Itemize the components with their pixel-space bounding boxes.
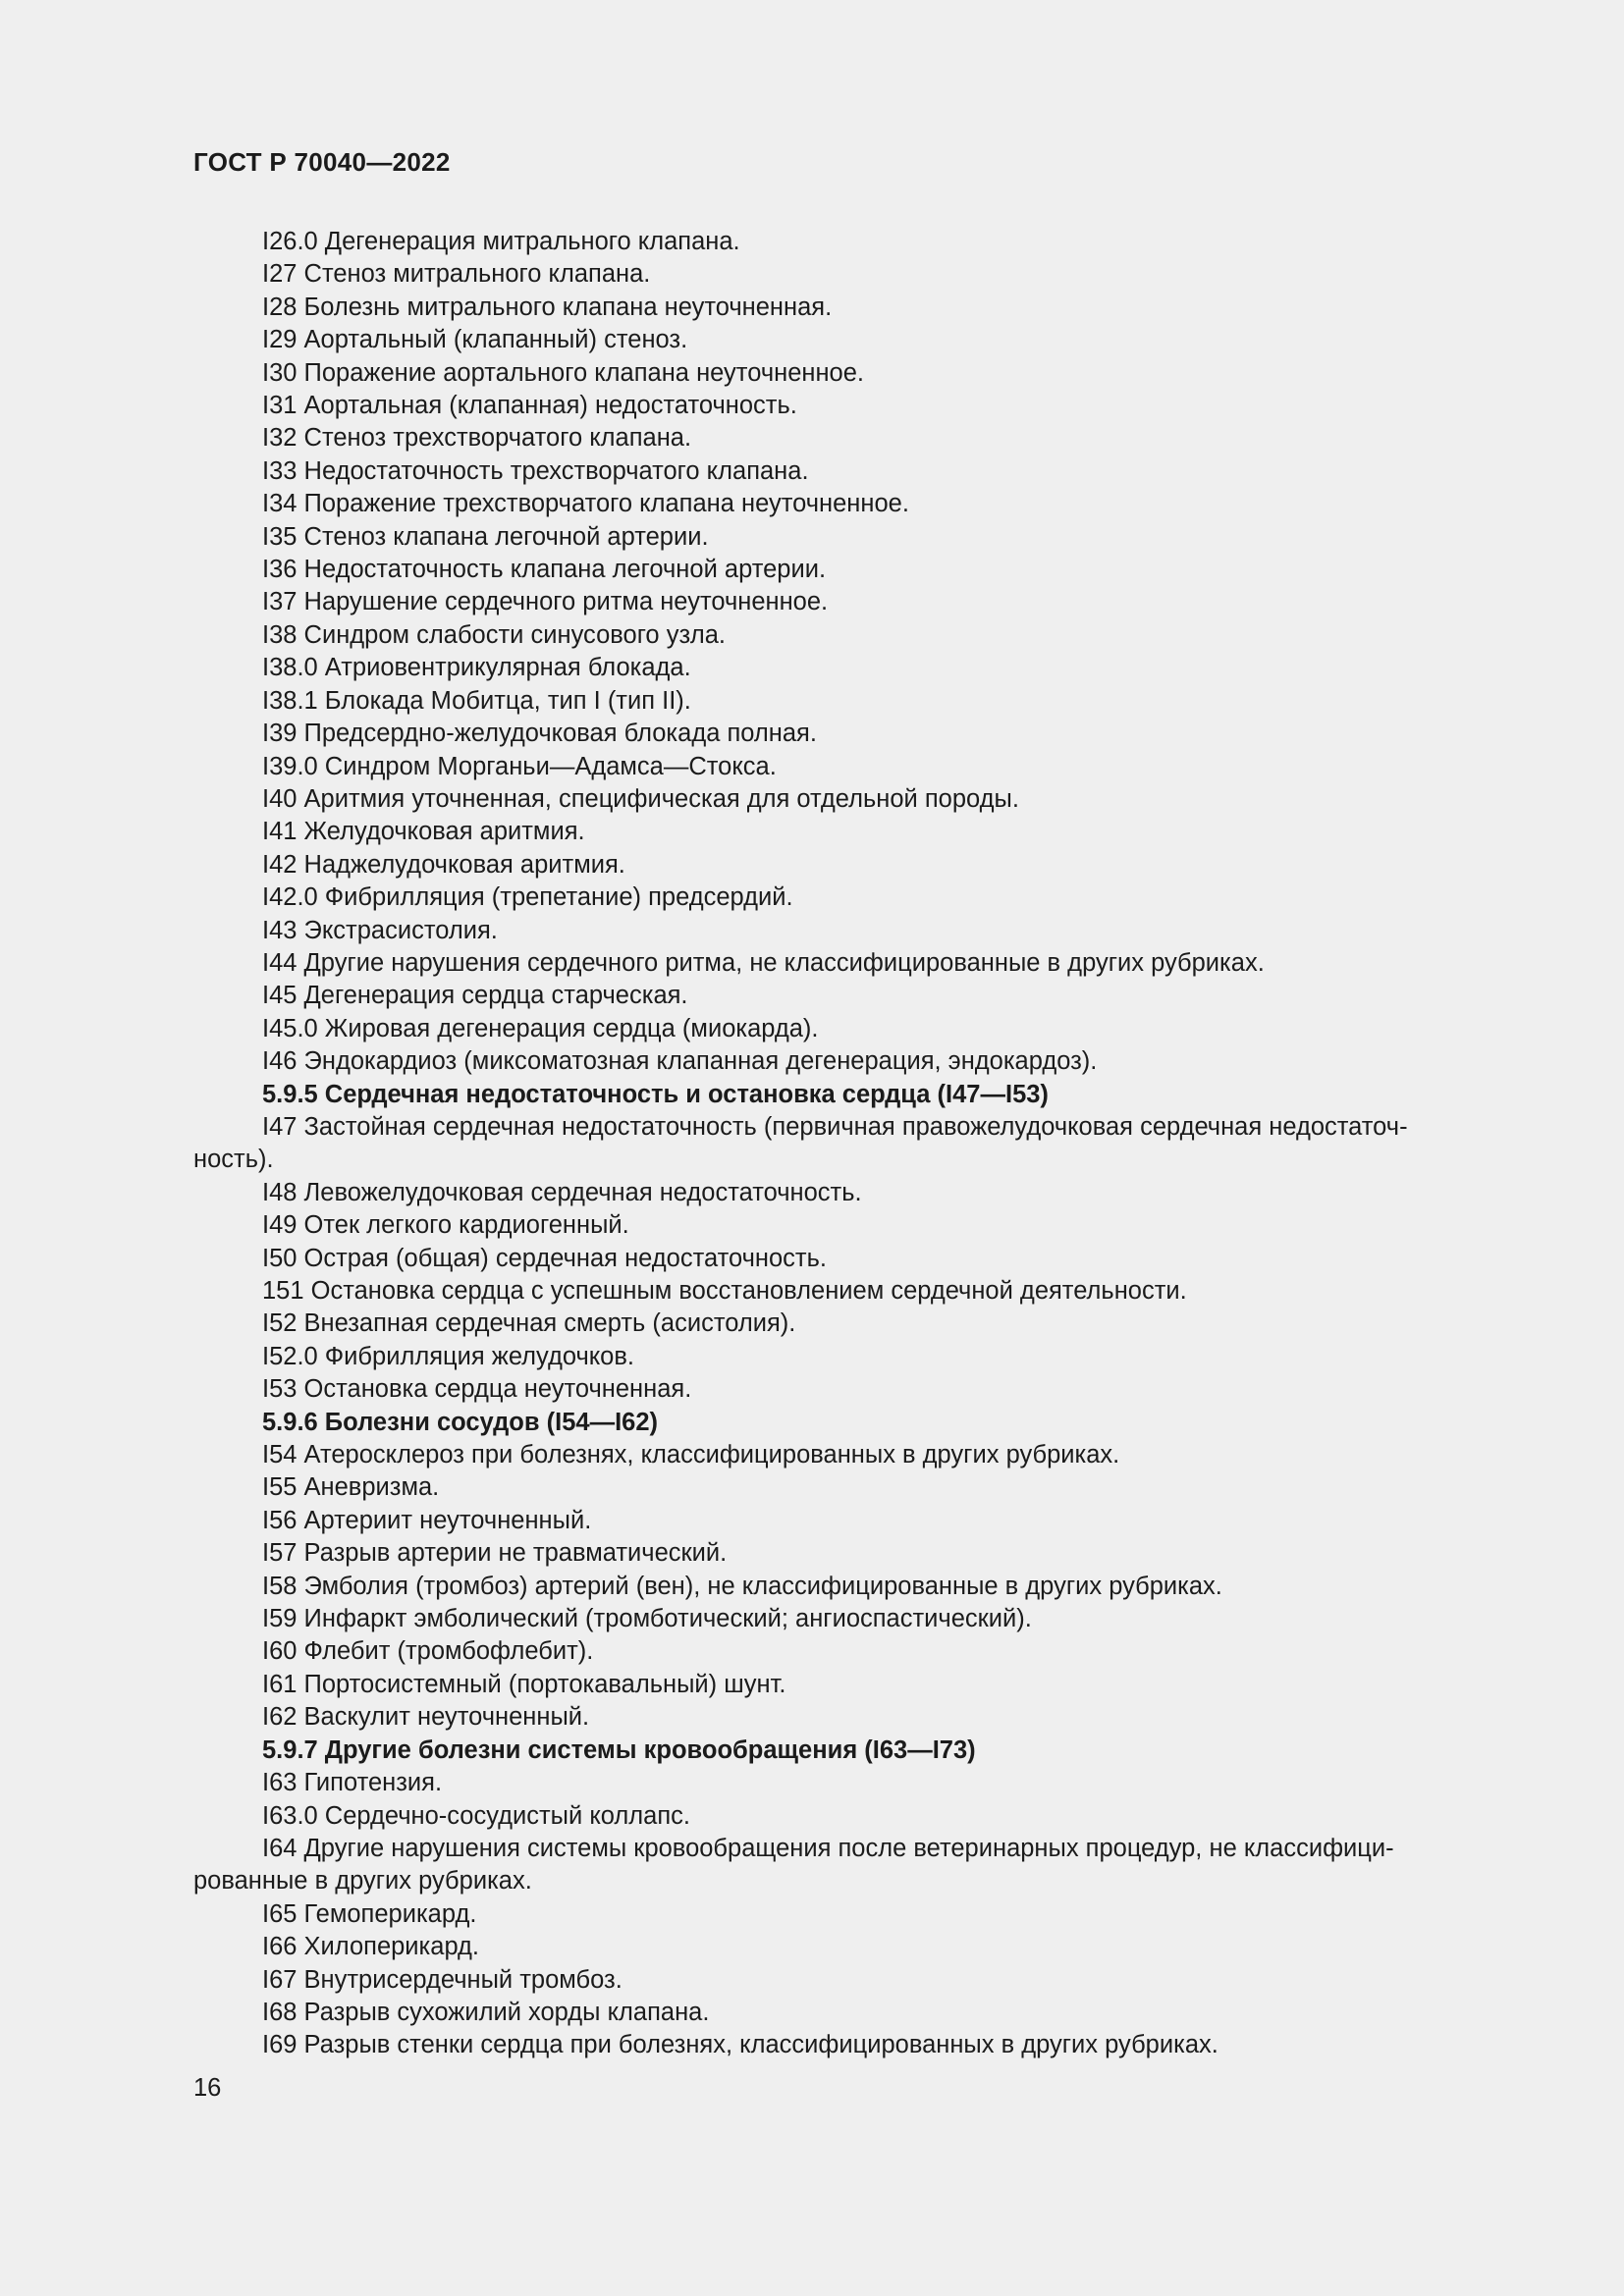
list-item: I59 Инфаркт эмболический (тромботический; ангиоспастический). bbox=[262, 1605, 1032, 1633]
list-item: I57 Разрыв артерии не травматический. bbox=[262, 1539, 728, 1568]
list-item: 151 Остановка сердца с успешным восстановлением сердечной деятельности. bbox=[262, 1277, 1187, 1305]
list-item: I67 Внутрисердечный тромбоз. bbox=[262, 1965, 623, 1994]
list-item: I53 Остановка сердца неуточненная. bbox=[262, 1375, 692, 1404]
list-item: I38.1 Блокада Мобитца, тип I (тип II). bbox=[262, 686, 691, 715]
list-item: I30 Поражение аортального клапана неуточненное. bbox=[262, 358, 864, 387]
list-item: I54 Атеросклероз при болезнях, классифицированных в других рубриках. bbox=[262, 1441, 1120, 1469]
section-heading: 5.9.7 Другие болезни системы кровообращения (I63—I73) bbox=[262, 1735, 976, 1764]
list-item: I49 Отек легкого кардиогенный. bbox=[262, 1211, 629, 1240]
list-item: I35 Стеноз клапана легочной артерии. bbox=[262, 522, 709, 551]
list-item: I46 Эндокардиоз (миксоматозная клапанная дегенерация, эндокардоз). bbox=[262, 1047, 1098, 1076]
page-number: 16 bbox=[193, 2074, 222, 2102]
list-item: I58 Эмболия (тромбоз) артерий (вен), не классифицированные в других рубриках. bbox=[262, 1572, 1222, 1600]
list-item: I50 Острая (общая) сердечная недостаточность. bbox=[262, 1244, 827, 1272]
list-item: I69 Разрыв стенки сердца при болезнях, классифицированных в других рубриках. bbox=[262, 2031, 1218, 2059]
list-item: I52.0 Фибрилляция желудочков. bbox=[262, 1342, 634, 1370]
document-header: ГОСТ Р 70040—2022 bbox=[193, 147, 451, 177]
list-item: I37 Нарушение сердечного ритма неуточненное. bbox=[262, 588, 829, 616]
list-item: I48 Левожелудочковая сердечная недостаточность. bbox=[262, 1178, 862, 1206]
list-item: I45.0 Жировая дегенерация сердца (миокарда). bbox=[262, 1014, 819, 1042]
list-item: I34 Поражение трехстворчатого клапана неуточненное. bbox=[262, 490, 909, 518]
list-item: I61 Портосистемный (портокавальный) шунт. bbox=[262, 1670, 786, 1698]
document-body bbox=[193, 226, 1509, 2062]
list-item: I31 Аортальная (клапанная) недостаточность. bbox=[262, 392, 797, 420]
section-heading: 5.9.5 Сердечная недостаточность и остановка сердца (I47—I53) bbox=[262, 1080, 1049, 1108]
list-item: I47 Застойная сердечная недостаточность (первичная правожелудочковая сердечная недостаточ- bbox=[262, 1112, 1408, 1141]
list-item: I36 Недостаточность клапана легочной артерии. bbox=[262, 556, 827, 584]
list-item: I64 Другие нарушения системы кровообращения после ветеринарных процедур, не классифици- bbox=[262, 1834, 1394, 1862]
list-item: I55 Аневризма. bbox=[262, 1473, 440, 1502]
list-item: I45 Дегенерация сердца старческая. bbox=[262, 982, 688, 1010]
list-item: I26.0 Дегенерация митрального клапана. bbox=[262, 228, 740, 255]
list-item: I63 Гипотензия. bbox=[262, 1769, 443, 1797]
list-item: I68 Разрыв сухожилий хорды клапана. bbox=[262, 1998, 710, 2026]
continuation-line: ность). bbox=[193, 1146, 274, 1174]
section-heading: 5.9.6 Болезни сосудов (I54—I62) bbox=[262, 1408, 659, 1436]
list-item: I66 Хилоперикард. bbox=[262, 1933, 480, 1961]
list-item: I43 Экстрасистолия. bbox=[262, 916, 498, 944]
list-item: I29 Аортальный (клапанный) стеноз. bbox=[262, 326, 688, 354]
list-item: I33 Недостаточность трехстворчатого клапана. bbox=[262, 456, 809, 485]
list-item: I56 Артериит неуточненный. bbox=[262, 1506, 592, 1534]
list-item: I38.0 Атриовентрикулярная блокада. bbox=[262, 654, 691, 682]
list-item: I63.0 Сердечно-сосудистый коллапс. bbox=[262, 1801, 690, 1830]
list-item: I27 Стеноз митрального клапана. bbox=[262, 260, 651, 289]
list-item: I39 Предсердно-желудочковая блокада полная. bbox=[262, 720, 817, 748]
list-item: I39.0 Синдром Морганьи—Адамса—Стокса. bbox=[262, 752, 777, 780]
list-item: I42.0 Фибрилляция (трепетание) предсердий. bbox=[262, 883, 793, 912]
list-item: I38 Синдром слабости синусового узла. bbox=[262, 620, 726, 649]
list-item: I44 Другие нарушения сердечного ритма, не классифицированные в других рубриках. bbox=[262, 948, 1265, 977]
list-item: I62 Васкулит неуточненный. bbox=[262, 1703, 590, 1732]
list-item: I42 Наджелудочковая аритмия. bbox=[262, 850, 625, 879]
list-item: I41 Желудочковая аритмия. bbox=[262, 818, 585, 846]
continuation-line: рованные в других рубриках. bbox=[193, 1867, 532, 1896]
list-item: I65 Гемоперикард. bbox=[262, 1899, 477, 1928]
list-item: I28 Болезнь митрального клапана неуточненная. bbox=[262, 293, 833, 321]
list-item: I40 Аритмия уточненная, специфическая для отдельной породы. bbox=[262, 784, 1019, 813]
list-item: I60 Флебит (тромбофлебит). bbox=[262, 1637, 594, 1666]
list-item: I52 Внезапная сердечная смерть (асистолия). bbox=[262, 1309, 796, 1338]
list-item: I32 Стеноз трехстворчатого клапана. bbox=[262, 424, 692, 453]
